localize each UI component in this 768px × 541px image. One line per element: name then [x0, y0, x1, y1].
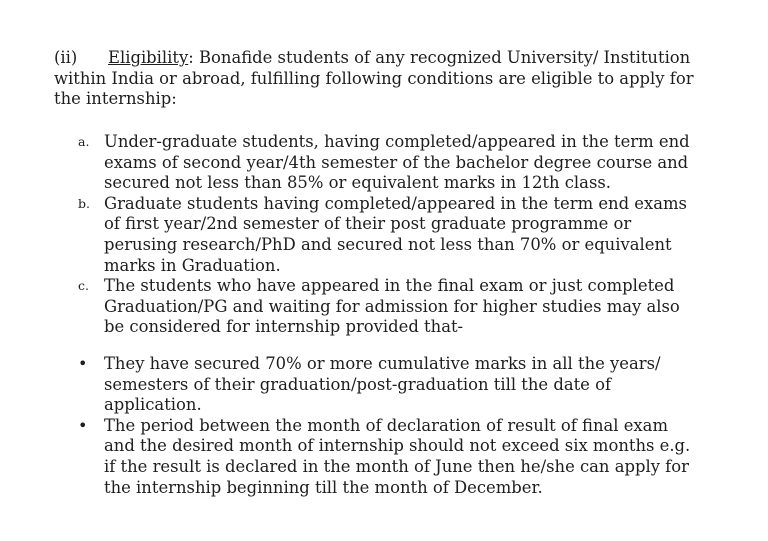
- proviso-item: [0, 416, 704, 498]
- condition-marker: b.: [78, 195, 90, 211]
- condition-item: [0, 276, 704, 338]
- eligibility-term: Eligibility: [108, 48, 189, 67]
- proviso-text: They have secured 70% or more cumulative marks in all the years/ semesters of their graduation/post-graduation till the date of application.: [104, 354, 661, 415]
- proviso-item: [0, 354, 704, 416]
- eligibility-paragraph: [54, 48, 714, 110]
- eligibility-text: : Bonafide students of any recognized University/ Institution within India or abroad, fulfilling following conditions are eligible to apply for the internship:: [54, 48, 694, 108]
- proviso-list: [0, 354, 768, 498]
- condition-marker: c.: [78, 278, 89, 294]
- condition-item: [0, 194, 704, 276]
- bullet-icon: •: [78, 415, 88, 435]
- section-number: (ii): [54, 48, 78, 67]
- condition-text: The students who have appeared in the final exam or just completed Graduation/PG and waiting for admission for higher studies may also be considered for internship provided that-: [104, 276, 680, 337]
- bullet-icon: •: [78, 354, 88, 373]
- condition-text: Under-graduate students, having completed/appeared in the term end exams of second year/4th semester of the bachelor degree course and secured not less than 85% or equivalent marks in 12th class.: [104, 132, 690, 193]
- conditions-list: [0, 132, 768, 338]
- condition-marker: a.: [78, 134, 90, 149]
- condition-text: Graduate students having completed/appeared in the term end exams of first year/2nd semester of their post graduate programme or perusing research/PhD and secured not less than 70% or equivalent marks in Graduation.: [104, 193, 687, 275]
- proviso-text: The period between the month of declaration of result of final exam and the desired month of internship should not exceed six months e.g. if the result is declared in the month of June then he/she can apply for the internship beginning till the month of December.: [104, 415, 691, 497]
- condition-item: [0, 132, 704, 194]
